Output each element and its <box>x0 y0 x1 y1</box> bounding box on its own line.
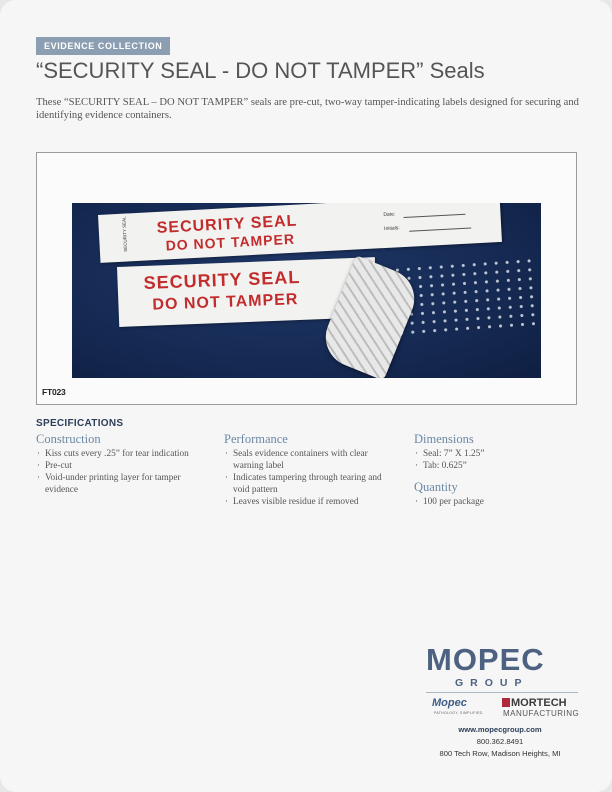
list-item: · Seal: 7” X 1.25” <box>414 448 554 460</box>
quantity-list <box>414 496 554 508</box>
seal-initials-line <box>409 227 471 231</box>
mortech-logo <box>502 697 567 709</box>
group-wordmark: GROUP <box>455 677 529 689</box>
mortech-wordmark: MORTECH <box>511 697 567 709</box>
mopec-tagline: PATHOLOGY, SIMPLIFIED. <box>434 711 484 715</box>
performance-list <box>224 448 394 508</box>
mopec-wordmark: MOPEC <box>426 642 545 677</box>
spec-column-construction <box>36 432 201 496</box>
contact-block <box>410 724 590 760</box>
list-item: · Void-under printing layer for tamper evidence <box>36 472 201 496</box>
construction-list <box>36 448 201 496</box>
seal-text-line1: SECURITY SEAL <box>156 212 298 237</box>
intro-paragraph: These “SECURITY SEAL – DO NOT TAMPER” seals are pre-cut, two-way tamper-indicating labels designed for securing and identifying evidence containers. <box>36 97 579 121</box>
list-item: · Kiss cuts every .25” for tear indication <box>36 448 201 460</box>
phone-number: 800.362.8491 <box>476 737 524 746</box>
list-item: · 100 per package <box>414 496 554 508</box>
mortech-mark-icon <box>502 698 510 707</box>
list-item: · Pre-cut <box>36 460 201 472</box>
construction-heading: Construction <box>36 432 101 446</box>
list-item: · Leaves visible residue if removed <box>224 496 394 508</box>
seal-date-line <box>404 214 466 218</box>
seal-date-label: Date: <box>383 211 396 219</box>
website-link[interactable]: www.mopecgroup.com <box>458 725 542 734</box>
spec-column-performance <box>224 432 394 508</box>
list-item: · Indicates tampering through tearing and void pattern <box>224 472 394 496</box>
seal-initials-label: Initials: <box>383 225 400 233</box>
mortech-tagline: MANUFACTURING <box>503 709 580 718</box>
category-tag: EVIDENCE COLLECTION <box>36 37 170 55</box>
seal-front-line1: SECURITY SEAL <box>143 266 301 293</box>
mopec-sub-logo: Mopec <box>432 697 467 709</box>
address: 800 Tech Row, Madison Heights, MI <box>439 749 561 758</box>
performance-heading: Performance <box>224 432 288 446</box>
quantity-heading: Quantity <box>414 480 458 494</box>
product-photo <box>72 203 541 378</box>
logo-divider <box>426 692 578 693</box>
seal-label-long <box>98 203 502 263</box>
dimensions-list <box>414 448 554 472</box>
spec-column-dimensions <box>414 432 554 508</box>
product-photo-frame <box>36 152 577 405</box>
seal-stub-text: SECURITY SEAL <box>121 216 129 252</box>
list-item: · Tab: 0.625” <box>414 460 554 472</box>
specifications-heading: SPECIFICATIONS <box>36 418 124 429</box>
seal-front-line2: DO NOT TAMPER <box>152 291 299 314</box>
seal-text-line2: DO NOT TAMPER <box>165 230 296 254</box>
product-code: FT023 <box>42 387 66 397</box>
dimensions-heading: Dimensions <box>414 432 474 446</box>
list-item: · Seals evidence containers with clear warning label <box>224 448 394 472</box>
page-title: “SECURITY SEAL - DO NOT TAMPER” Seals <box>36 58 485 83</box>
